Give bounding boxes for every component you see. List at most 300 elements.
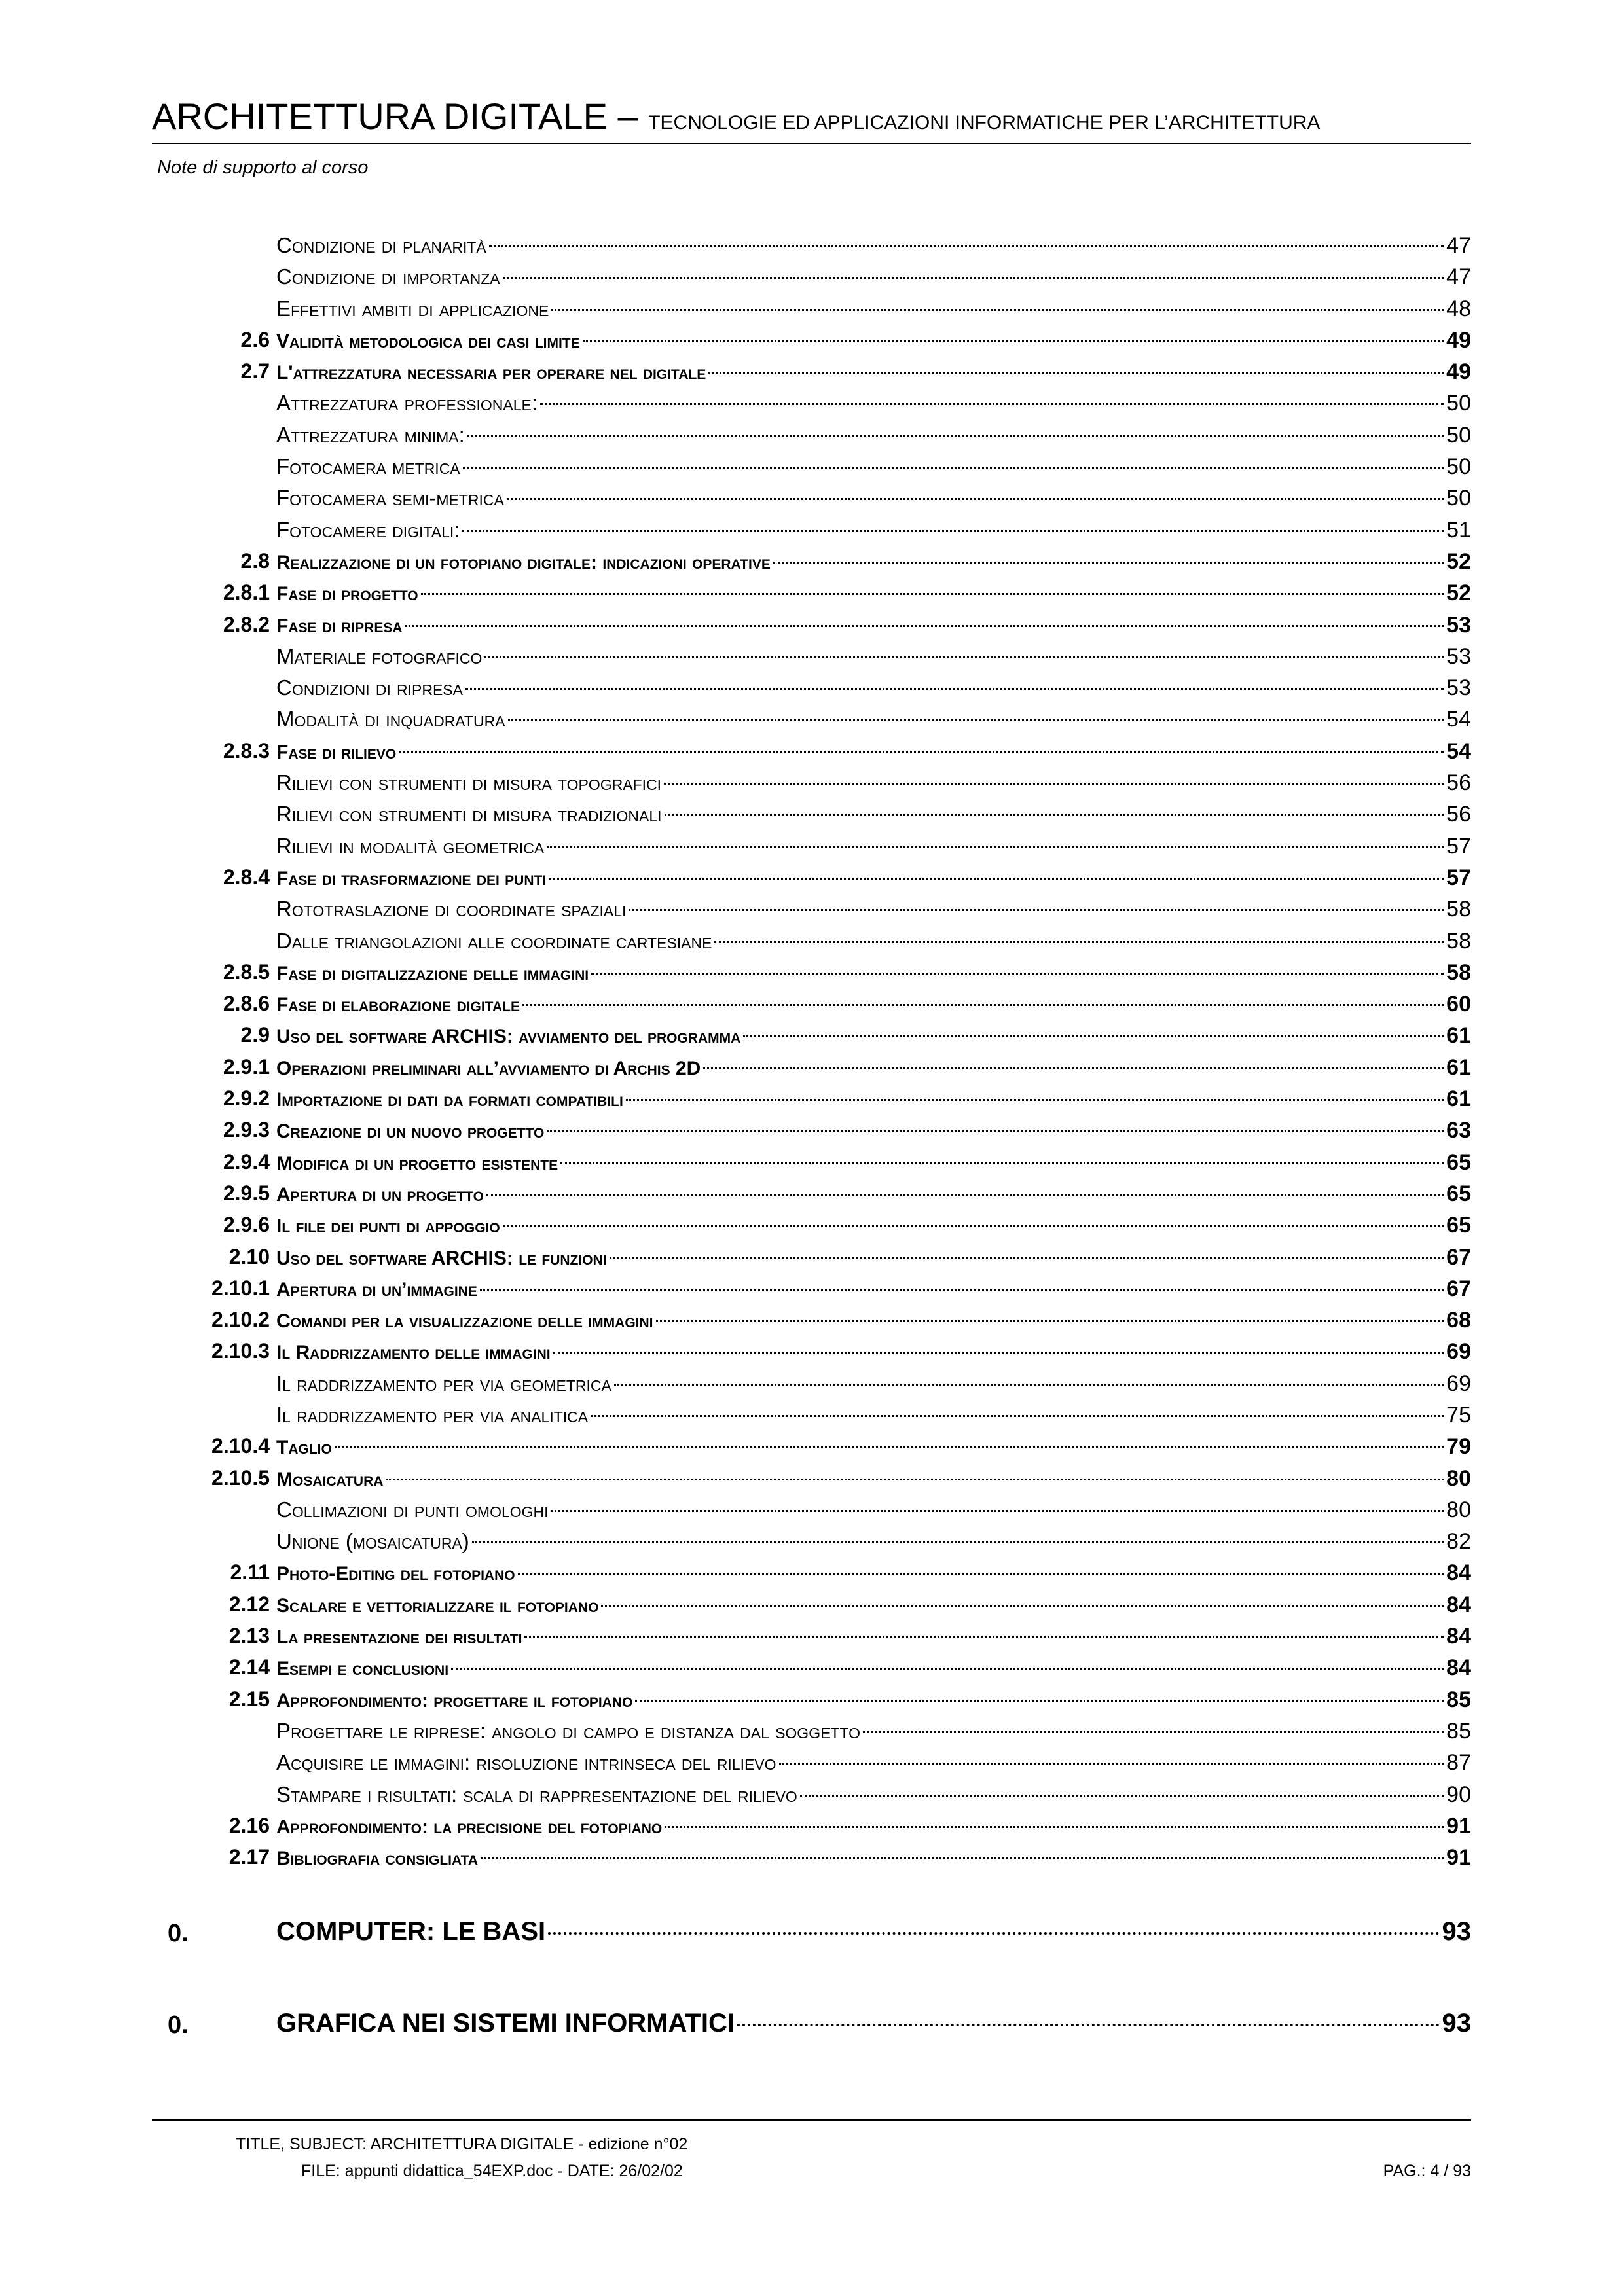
toc-entry-label[interactable]: Rilievi con strumenti di misura topografici: [276, 770, 662, 795]
toc-entry-page[interactable]: 67: [1446, 1276, 1471, 1301]
toc-entry[interactable]: [152, 1841, 1471, 1873]
toc-entry-page[interactable]: 61: [1446, 1023, 1471, 1049]
toc-dot-leader: [551, 1510, 1444, 1512]
toc-entry-page[interactable]: 69: [1446, 1339, 1471, 1365]
toc-entry-number: 2.9.2: [223, 1086, 270, 1111]
toc-entry[interactable]: [152, 387, 1471, 418]
toc-dot-leader: [737, 2024, 1440, 2026]
toc-entry-page[interactable]: 85: [1446, 1687, 1471, 1712]
toc-entry[interactable]: [152, 1051, 1471, 1083]
toc-entry-label[interactable]: Condizione di importanza: [276, 264, 500, 289]
toc-entry-label[interactable]: Rototraslazione di coordinate spaziali: [276, 897, 627, 922]
toc-entry-label[interactable]: Il raddrizzamento per via analitica: [276, 1402, 589, 1427]
toc-dot-leader: [863, 1731, 1444, 1733]
toc-entry[interactable]: [152, 1019, 1471, 1050]
toc-dot-leader: [480, 1289, 1444, 1291]
toc-dot-leader: [551, 309, 1444, 311]
toc-entry-line: [276, 1434, 1471, 1460]
toc-entry-label[interactable]: Rilievi in modalità geometrica: [276, 833, 545, 858]
toc-entry-line: [276, 802, 1471, 827]
toc-dot-leader: [405, 625, 1444, 627]
toc-dot-leader: [335, 1446, 1444, 1448]
toc-entry-label[interactable]: Condizioni di ripresa: [276, 675, 463, 700]
toc-entry-line: [276, 1719, 1471, 1744]
toc-entry-line: [276, 707, 1471, 732]
toc-entry-page[interactable]: 67: [1446, 1244, 1471, 1270]
toc-entry-label[interactable]: Apertura di un’immagine: [276, 1278, 477, 1300]
toc-entry-number: 2.8.2: [223, 612, 270, 636]
toc-entry-line: [276, 739, 1471, 764]
footer-title-subject: TITLE, SUBJECT: ARCHITETTURA DIGITALE - edizione n°02: [236, 2135, 688, 2153]
toc-entry-line: [276, 1624, 1471, 1649]
toc-entry-number: 2.8: [240, 548, 270, 573]
toc-entry-label[interactable]: Fase di trasformazione dei punti: [276, 867, 547, 889]
toc-entry-page[interactable]: 49: [1446, 327, 1471, 353]
toc-dot-leader: [484, 656, 1444, 658]
toc-entry[interactable]: [152, 1272, 1471, 1304]
toc-entry-label[interactable]: Fase di digitalizzazione delle immagini: [276, 962, 589, 984]
toc-entry-number: 2.17: [228, 1845, 270, 1869]
toc-entry-number: 2.11: [230, 1560, 270, 1585]
toc-entry-label[interactable]: Importazione di dati da formati compatibili: [276, 1089, 623, 1111]
toc-entry-page[interactable]: 52: [1446, 548, 1471, 574]
toc-entry-page[interactable]: 84: [1446, 1592, 1471, 1617]
toc-entry-line: [276, 1814, 1471, 1839]
toc-entry-line: [276, 233, 1471, 259]
toc-entry-page[interactable]: 68: [1446, 1308, 1471, 1333]
toc-entry-page[interactable]: 85: [1446, 1718, 1471, 1744]
toc-entry[interactable]: [152, 482, 1471, 513]
toc-entry-label[interactable]: Fotocamere digitali:: [276, 517, 460, 542]
toc-dot-leader: [773, 562, 1444, 564]
toc-entry-page[interactable]: 50: [1446, 391, 1471, 416]
toc-entry-label[interactable]: Modifica di un progetto esistente: [276, 1152, 558, 1174]
document-title-main: ARCHITETTURA DIGITALE –: [152, 96, 649, 137]
toc-entry[interactable]: [152, 1964, 1471, 2056]
toc-entry-line: [276, 1055, 1471, 1081]
toc-entry-number: 2.14: [228, 1655, 270, 1679]
toc-entry[interactable]: [152, 1146, 1471, 1177]
toc-entry-label[interactable]: Bibliografia consigliata: [276, 1848, 479, 1870]
toc-entry-line: [276, 391, 1471, 416]
toc-entry-line: [276, 1308, 1471, 1333]
toc-entry-page[interactable]: 54: [1446, 707, 1471, 732]
toc-entry-label[interactable]: Apertura di un progetto: [276, 1183, 484, 1206]
toc-entry-line: [276, 1086, 1471, 1112]
toc-entry-page[interactable]: 61: [1446, 1086, 1471, 1112]
toc-dot-leader: [610, 1257, 1444, 1259]
toc-dot-leader: [465, 688, 1444, 690]
toc-entry[interactable]: [152, 545, 1471, 577]
toc-entry-page[interactable]: 84: [1446, 1624, 1471, 1649]
toc-entry[interactable]: [152, 1746, 1471, 1778]
toc-dot-leader: [524, 1636, 1444, 1638]
toc-entry-label[interactable]: Dalle triangolazioni alle coordinate cartesiane: [276, 928, 712, 953]
toc-dot-leader: [540, 403, 1444, 405]
toc-entry-number: 2.9: [240, 1023, 270, 1047]
toc-entry[interactable]: [152, 1651, 1471, 1683]
toc-dot-leader: [486, 1194, 1444, 1196]
toc-entry-line: [276, 1466, 1471, 1492]
toc-entry-page[interactable]: 53: [1446, 675, 1471, 701]
toc-entry-line: [276, 454, 1471, 480]
toc-entry-label[interactable]: Attrezzatura minima:: [276, 422, 465, 447]
toc-entry[interactable]: [152, 766, 1471, 798]
toc-entry-number: 2.9.1: [223, 1054, 270, 1079]
footer-page-number: PAG.: 4 / 93: [1383, 2162, 1471, 2180]
toc-dot-leader: [665, 1826, 1444, 1828]
document-title-sub: TECNOLOGIE ED APPLICAZIONI INFORMATICHE PER L’ARCHITETTURA: [648, 112, 1321, 134]
toc-entry[interactable]: [152, 1114, 1471, 1145]
toc-entry-line: [276, 2009, 1471, 2038]
toc-entry-label[interactable]: Il file dei punti di appoggio: [276, 1215, 500, 1238]
toc-entry-page[interactable]: 82: [1446, 1529, 1471, 1554]
toc-entry[interactable]: [152, 893, 1471, 924]
toc-entry[interactable]: [152, 293, 1471, 324]
toc-dot-leader: [518, 1573, 1444, 1575]
toc-entry-page[interactable]: 91: [1446, 1813, 1471, 1839]
toc-entry-page[interactable]: 91: [1446, 1845, 1471, 1871]
toc-entry-label[interactable]: L'attrezzatura necessaria per operare nel digitale: [276, 362, 706, 384]
toc-entry[interactable]: [152, 1304, 1471, 1335]
toc-dot-leader: [547, 846, 1444, 848]
toc-entry-label[interactable]: Acquisire le immagini: risoluzione intrinseca del rilievo: [276, 1750, 776, 1775]
toc-entry-label[interactable]: Attrezzatura professionale:: [276, 391, 538, 416]
toc-entry-line: [276, 1750, 1471, 1776]
toc-entry-label[interactable]: Operazioni preliminari all’avviamento di Archis 2D: [276, 1057, 701, 1079]
toc-entry-number: 2.10.5: [211, 1465, 270, 1490]
toc-entry[interactable]: [152, 1810, 1471, 1841]
toc-dot-leader: [800, 1795, 1444, 1797]
toc-entry-page[interactable]: 93: [1442, 1917, 1471, 1946]
toc-entry-line: [276, 1498, 1471, 1523]
toc-entry-page[interactable]: 63: [1446, 1118, 1471, 1143]
toc-entry-number: 2.9.5: [223, 1181, 270, 1205]
toc-entry-number: 2.7: [240, 359, 270, 384]
toc-entry-page[interactable]: 56: [1446, 770, 1471, 796]
toc-entry-number: 2.12: [228, 1592, 270, 1616]
toc-entry-line: [276, 296, 1471, 322]
toc-entry-line: [276, 1403, 1471, 1428]
toc-entry-label[interactable]: Fase di ripresa: [276, 615, 403, 637]
toc-entry-number: 2.10.1: [211, 1276, 270, 1300]
toc-entry[interactable]: [152, 1335, 1471, 1367]
toc-entry-label[interactable]: COMPUTER: LE BASI: [276, 1917, 546, 1946]
toc-entry-label[interactable]: Uso del software ARCHIS: avviamento del programma: [276, 1026, 741, 1048]
toc-entry-number: 2.15: [228, 1687, 270, 1711]
toc-entry[interactable]: [152, 1209, 1471, 1240]
toc-dot-leader: [583, 340, 1444, 342]
toc-dot-leader: [548, 1932, 1439, 1935]
toc-dot-leader: [560, 1162, 1444, 1164]
toc-entry[interactable]: [152, 577, 1471, 608]
toc-entry[interactable]: [152, 1241, 1471, 1272]
toc-entry[interactable]: [152, 1873, 1471, 1964]
toc-entry-page[interactable]: 79: [1446, 1434, 1471, 1460]
toc-entry-number: 0.: [168, 2011, 189, 2039]
toc-entry[interactable]: [152, 1367, 1471, 1399]
toc-entry-label[interactable]: Creazione di un nuovo progetto: [276, 1121, 545, 1143]
toc-entry-page[interactable]: 56: [1446, 802, 1471, 827]
toc-entry-line: [276, 359, 1471, 385]
toc-dot-leader: [703, 1067, 1444, 1069]
toc-entry-page[interactable]: 53: [1446, 643, 1471, 669]
toc-dot-leader: [664, 783, 1444, 785]
toc-dot-leader: [522, 1004, 1444, 1006]
toc-entry-page[interactable]: 49: [1446, 359, 1471, 385]
footer-rule: [152, 2119, 1471, 2121]
toc-entry-label[interactable]: Esempi e conclusioni: [276, 1658, 449, 1680]
toc-entry-page[interactable]: 84: [1446, 1655, 1471, 1681]
toc-entry[interactable]: [152, 260, 1471, 292]
toc-entry-line: [276, 1917, 1471, 1946]
toc-entry-line: [276, 897, 1471, 922]
toc-entry-line: [276, 1150, 1471, 1175]
toc-dot-leader: [743, 1035, 1444, 1037]
toc-entry-label[interactable]: Scalare e vettorializzare il fotopiano: [276, 1594, 599, 1617]
footer-file-date: FILE: appunti didattica_54EXP.doc - DATE: 26/02/02: [301, 2162, 683, 2180]
toc-dot-leader: [451, 1668, 1444, 1670]
toc-dot-leader: [591, 1415, 1444, 1417]
toc-entry-page[interactable]: 52: [1446, 581, 1471, 606]
toc-entry[interactable]: [152, 925, 1471, 956]
toc-entry-number: 2.8.5: [223, 960, 270, 984]
toc-entry[interactable]: [152, 956, 1471, 988]
toc-entry-page[interactable]: 58: [1446, 897, 1471, 922]
toc-entry-number: 2.8.6: [223, 992, 270, 1016]
toc-entry[interactable]: [152, 355, 1471, 387]
toc-entry-label[interactable]: Il raddrizzamento per via geometrica: [276, 1371, 611, 1395]
toc-entry-line: [276, 1371, 1471, 1397]
toc-dot-leader: [665, 814, 1444, 816]
toc-entry-line: [276, 486, 1471, 511]
toc-entry-line: [276, 1655, 1471, 1681]
header-rule: [152, 143, 1471, 144]
toc-entry-page[interactable]: 58: [1446, 928, 1471, 954]
toc-entry-number: 2.9.6: [223, 1213, 270, 1237]
toc-dot-leader: [508, 719, 1444, 721]
toc-entry[interactable]: [152, 609, 1471, 640]
toc-entry-page[interactable]: 80: [1446, 1465, 1471, 1491]
toc-dot-leader: [463, 467, 1444, 469]
toc-entry-number: 2.16: [228, 1813, 270, 1837]
toc-entry-number: 2.10.3: [211, 1339, 270, 1363]
toc-entry[interactable]: [152, 1525, 1471, 1556]
toc-entry-label[interactable]: Mosaicatura: [276, 1468, 384, 1490]
toc-dot-leader: [708, 372, 1444, 374]
toc-entry-page[interactable]: 80: [1446, 1497, 1471, 1522]
toc-entry-page[interactable]: 84: [1446, 1560, 1471, 1586]
toc-entry-line: [276, 1339, 1471, 1365]
toc-entry-line: [276, 1687, 1471, 1713]
toc-entry[interactable]: [152, 735, 1471, 766]
table-of-contents: [152, 229, 1471, 2056]
toc-dot-leader: [614, 1384, 1444, 1386]
toc-entry[interactable]: [152, 1715, 1471, 1746]
toc-dot-leader: [656, 1320, 1444, 1322]
toc-entry-page[interactable]: 60: [1446, 992, 1471, 1017]
toc-dot-leader: [399, 751, 1444, 753]
toc-entry-page[interactable]: 93: [1442, 2009, 1471, 2038]
toc-dot-leader: [601, 1605, 1444, 1607]
toc-entry-page[interactable]: 65: [1446, 1213, 1471, 1238]
toc-entry-label[interactable]: Realizzazione di un fotopiano digitale: indicazioni operative: [276, 551, 771, 573]
toc-entry[interactable]: [152, 830, 1471, 861]
toc-entry-label[interactable]: Approfondimento: progettare il fotopiano: [276, 1689, 633, 1712]
toc-entry[interactable]: [152, 514, 1471, 545]
toc-entry[interactable]: [152, 703, 1471, 734]
toc-entry[interactable]: [152, 1177, 1471, 1209]
toc-dot-leader: [472, 1541, 1444, 1543]
toc-entry[interactable]: [152, 988, 1471, 1019]
toc-entry[interactable]: [152, 450, 1471, 482]
toc-entry-number: 0.: [168, 1920, 189, 1948]
toc-entry-label[interactable]: Fase di rilievo: [276, 741, 397, 763]
toc-entry-page[interactable]: 50: [1446, 486, 1471, 511]
toc-dot-leader: [481, 1857, 1444, 1859]
toc-dot-leader: [626, 1099, 1444, 1101]
toc-entry-number: 2.10.4: [211, 1434, 270, 1458]
toc-entry-page[interactable]: 54: [1446, 738, 1471, 764]
toc-dot-leader: [503, 277, 1444, 279]
header-note: Note di supporto al corso: [157, 157, 369, 178]
toc-entry-page[interactable]: 50: [1446, 454, 1471, 480]
toc-entry-label[interactable]: Condizione di planarità: [276, 233, 486, 257]
toc-entry-number: 2.10.2: [211, 1308, 270, 1332]
toc-entry-page[interactable]: 57: [1446, 865, 1471, 890]
toc-entry-label[interactable]: Fase di progetto: [276, 583, 418, 605]
toc-entry-label[interactable]: Modalità di inquadratura: [276, 707, 505, 732]
toc-entry[interactable]: [152, 1556, 1471, 1588]
toc-entry-label[interactable]: Approfondimento: la precisione del fotopiano: [276, 1816, 663, 1838]
toc-entry-page[interactable]: 47: [1446, 233, 1471, 258]
toc-dot-leader: [549, 878, 1444, 880]
toc-entry[interactable]: [152, 798, 1471, 829]
toc-entry-page[interactable]: 75: [1446, 1402, 1471, 1427]
toc-entry-page[interactable]: 53: [1446, 612, 1471, 637]
toc-dot-leader: [629, 909, 1444, 911]
toc-entry-line: [276, 423, 1471, 448]
toc-entry-page[interactable]: 50: [1446, 422, 1471, 448]
toc-entry-number: 2.8.1: [223, 581, 270, 605]
toc-dot-leader: [714, 941, 1444, 943]
toc-entry-label[interactable]: Uso del software ARCHIS: le funzioni: [276, 1247, 607, 1269]
toc-entry-number: 2.13: [228, 1624, 270, 1648]
toc-entry-line: [276, 613, 1471, 638]
toc-dot-leader: [591, 973, 1444, 975]
toc-entry[interactable]: [152, 1494, 1471, 1525]
toc-entry-line: [276, 960, 1471, 986]
toc-entry-label[interactable]: Fotocamera semi-metrica: [276, 486, 504, 511]
toc-entry[interactable]: [152, 1620, 1471, 1651]
toc-entry-label[interactable]: Taglio: [276, 1437, 332, 1459]
toc-dot-leader: [635, 1700, 1444, 1702]
toc-entry-label[interactable]: Collimazioni di punti omologhi: [276, 1497, 549, 1522]
toc-entry[interactable]: [152, 672, 1471, 703]
toc-entry-line: [276, 549, 1471, 575]
toc-entry[interactable]: [152, 640, 1471, 672]
toc-entry[interactable]: [152, 324, 1471, 355]
toc-entry-label[interactable]: Comandi per la visualizzazione delle immagini: [276, 1310, 653, 1333]
toc-entry-page[interactable]: 65: [1446, 1181, 1471, 1206]
toc-entry-page[interactable]: 61: [1446, 1054, 1471, 1080]
toc-entry[interactable]: [152, 861, 1471, 893]
toc-entry[interactable]: [152, 1683, 1471, 1715]
toc-entry-line: [276, 518, 1471, 543]
toc-entry-line: [276, 1529, 1471, 1554]
toc-entry[interactable]: [152, 1588, 1471, 1620]
toc-entry-label[interactable]: Il Raddrizzamento delle immagini: [276, 1342, 551, 1364]
toc-entry-line: [276, 1782, 1471, 1808]
toc-dot-leader: [467, 435, 1444, 437]
toc-entry[interactable]: [152, 229, 1471, 260]
toc-entry-label[interactable]: La presentazione dei risultati: [276, 1626, 522, 1649]
toc-dot-leader: [489, 245, 1444, 247]
toc-entry-label[interactable]: GRAFICA NEI SISTEMI INFORMATICI: [276, 2009, 735, 2038]
toc-entry-page[interactable]: 51: [1446, 517, 1471, 543]
toc-entry-line: [276, 1276, 1471, 1302]
toc-entry-page[interactable]: 47: [1446, 264, 1471, 290]
toc-entry-number: 2.10: [228, 1244, 270, 1268]
toc-entry[interactable]: [152, 1778, 1471, 1810]
toc-entry-page[interactable]: 57: [1446, 833, 1471, 859]
toc-entry-number: 2.6: [240, 327, 270, 351]
toc-entry-line: [276, 834, 1471, 859]
toc-entry-page[interactable]: 69: [1446, 1371, 1471, 1396]
toc-entry-line: [276, 1213, 1471, 1238]
toc-entry-page[interactable]: 65: [1446, 1149, 1471, 1175]
toc-entry-label[interactable]: Stampare i risultati: scala di rappresentazione del rilievo: [276, 1782, 797, 1806]
toc-entry[interactable]: [152, 1399, 1471, 1430]
toc-entry-page[interactable]: 48: [1446, 296, 1471, 321]
toc-entry-line: [276, 992, 1471, 1017]
toc-entry[interactable]: [152, 1083, 1471, 1114]
toc-entry-line: [276, 1245, 1471, 1270]
toc-entry-page[interactable]: 90: [1446, 1782, 1471, 1807]
toc-dot-leader: [779, 1763, 1444, 1765]
toc-entry-line: [276, 1023, 1471, 1049]
toc-entry-page[interactable]: 58: [1446, 960, 1471, 985]
toc-entry-line: [276, 929, 1471, 954]
toc-dot-leader: [547, 1130, 1444, 1132]
toc-entry[interactable]: [152, 419, 1471, 450]
toc-entry[interactable]: [152, 1462, 1471, 1494]
toc-entry-line: [276, 770, 1471, 796]
toc-entry-line: [276, 264, 1471, 290]
toc-entry-label[interactable]: Fase di elaborazione digitale: [276, 994, 520, 1016]
toc-dot-leader: [421, 593, 1444, 595]
toc-entry-page[interactable]: 87: [1446, 1750, 1471, 1776]
toc-entry-label[interactable]: Photo-Editing del fotopiano: [276, 1563, 515, 1585]
toc-entry-line: [276, 581, 1471, 606]
toc-entry-label[interactable]: Fotocamera metrica: [276, 454, 460, 479]
toc-entry-line: [276, 1118, 1471, 1143]
document-title: [152, 98, 1474, 135]
toc-entry-label[interactable]: Unione (mosaicatura): [276, 1529, 469, 1554]
toc-entry-line: [276, 644, 1471, 670]
toc-entry-label[interactable]: Effettivi ambiti di applicazione: [276, 296, 549, 321]
toc-entry-label[interactable]: Progettare le riprese: angolo di campo e distanza dal soggetto: [276, 1718, 861, 1743]
toc-dot-leader: [386, 1479, 1444, 1480]
toc-entry-line: [276, 1592, 1471, 1618]
toc-entry-label[interactable]: Materiale fotografico: [276, 643, 483, 668]
toc-entry-label[interactable]: Rilievi con strumenti di misura tradizionali: [276, 802, 662, 827]
toc-entry-number: 2.8.4: [223, 865, 270, 889]
toc-entry[interactable]: [152, 1430, 1471, 1462]
toc-entry-label[interactable]: Validità metodologica dei casi limite: [276, 330, 580, 352]
toc-entry-line: [276, 1845, 1471, 1871]
toc-dot-leader: [553, 1352, 1444, 1354]
